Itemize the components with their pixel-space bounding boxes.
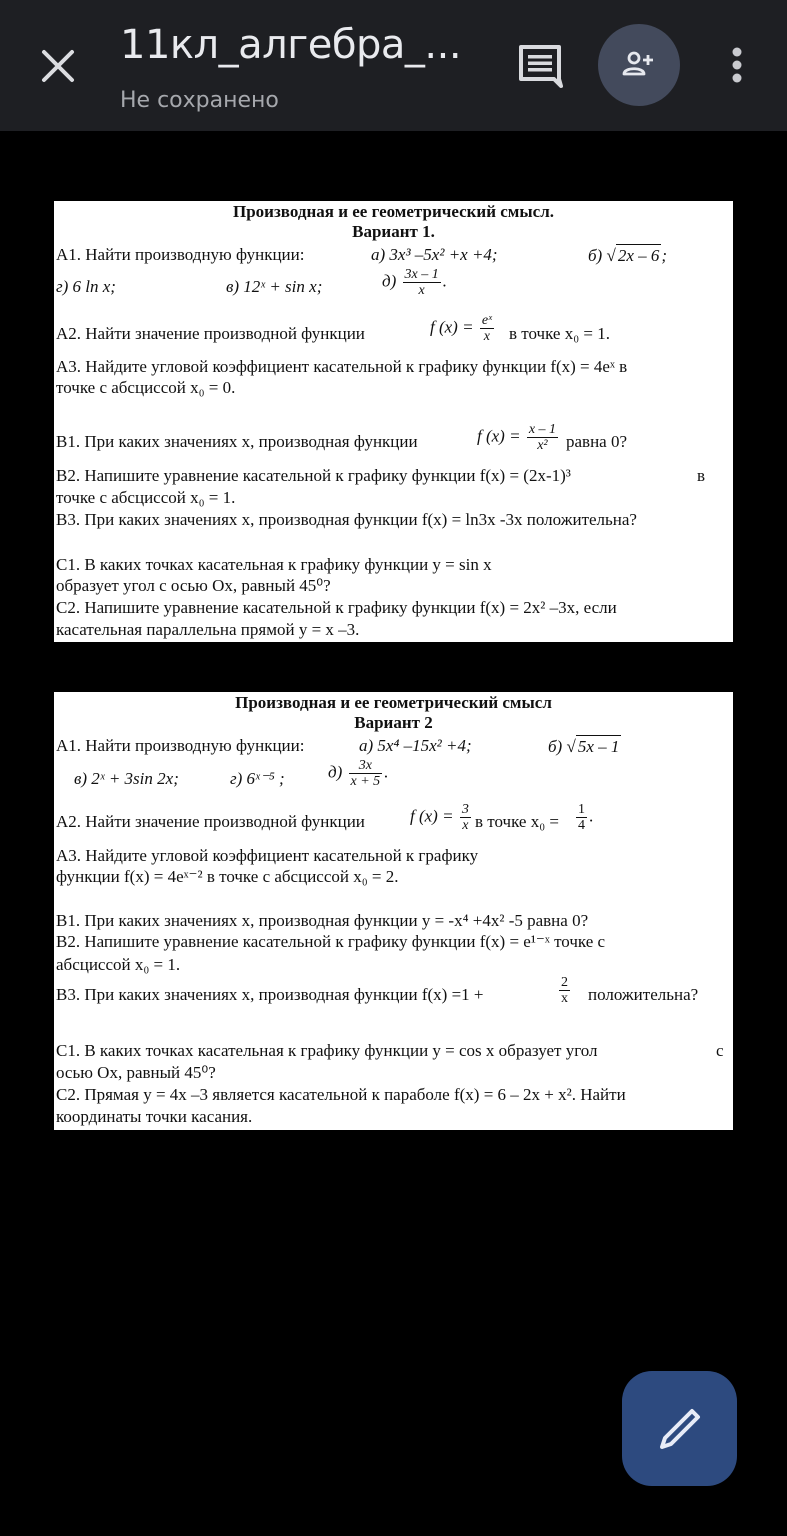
variant-heading: Вариант 1. [352,222,435,241]
save-status: Не сохранено [120,88,279,113]
task-c1-line1: С1. В каких точках касательная к графику функции y = cos x образует угол [56,1041,598,1060]
close-button[interactable] [36,44,80,88]
task-b3-fraction [557,975,572,1006]
task-a3-line1: А3. Найдите угловой коэффициент касательной к графику функции f(x) = 4eˣ в [56,357,628,376]
task-a1-option-g: г) 6ˣ⁻⁵ ; [230,769,285,788]
sqrt-expression: 2x – 6 [617,246,660,265]
task-a1-option-v: в) 12ˣ + sin x; [226,277,323,296]
task-b1-label: В1. При каких значениях x, производная функции [56,432,418,451]
task-b2-line2: абсциссой x₀ = 1. [56,955,181,974]
task-b2-line1-tail: в [697,466,706,485]
task-a1-option-g: г) 6 ln x; [56,277,116,296]
fraction [527,422,558,453]
option-prefix: д) [328,762,343,782]
task-a2-point-value: $\frac{1}{4}$ . [578,802,594,833]
task-a3-line2: точке с абсциссой x₀ = 0. [56,378,236,397]
edit-button[interactable] [622,1371,737,1486]
task-a2-point: в точке x₀ = 1. [509,324,610,343]
task-c1-line2: образует угол с осью Ox, равный 45⁰? [56,576,331,595]
numerator: 3x – 1 [404,267,439,282]
task-a1-option-v: в) 2ˣ + 3sin 2x; [74,769,179,788]
numerator: 3x [349,758,383,774]
task-c1-line2: осью Ox, равный 45⁰? [56,1063,216,1082]
task-c2-line2: координаты точки касания. [56,1107,253,1126]
numerator: 2 [561,975,568,990]
document-page-1 [54,201,733,642]
fraction [559,975,570,1006]
task-a1-label: А1. Найти производную функции: [56,736,305,755]
sqrt-expression: 5x – 1 [577,737,620,756]
fraction [576,802,587,833]
task-b2-line2: точке с абсциссой x₀ = 1. [56,488,236,507]
close-icon [36,44,80,88]
task-b3-label: В3. При каких значениях x, производная функции f(x) =1 + [56,985,484,1004]
variant-heading: Вариант 2 [354,713,433,732]
denominator: 4 [578,818,585,833]
task-a1-option-a: а) 3x³ –5x² +x +4; [371,245,498,264]
fraction [460,802,471,833]
task-b3: В3. При каких значениях x, производная функции f(x) = ln3x -3x положительна? [56,510,637,529]
numerator: eˣ [481,313,492,328]
punct: ; [661,246,668,265]
task-a2-label: А2. Найти значение производной функции [56,812,365,831]
comments-button[interactable] [516,42,564,90]
app-bar [0,0,787,131]
task-b2-line1: В2. Напишите уравнение касательной к графику функции f(x) = e¹⁻ˣ точке с [56,932,606,951]
fraction [349,758,383,789]
task-c1-line1: С1. В каких точках касательная к графику функции y = sin x [56,555,492,574]
task-b2-line1: В2. Напишите уравнение касательной к графику функции f(x) = (2x-1)³ [56,466,571,485]
add-person-icon [619,45,659,85]
edit-pencil-icon [656,1405,704,1453]
task-a1-label: А1. Найти производную функции: [56,245,305,264]
task-a2-function [410,802,473,833]
task-a2-point: в точке x₀ = [475,812,559,831]
task-b1-function [477,422,560,453]
page-title: Производная и ее геометрический смысл [235,693,552,712]
function-name: f (x) = [410,806,454,826]
sqrt-sign: √ [606,246,616,265]
document-title[interactable]: 11кл_алгебра_... [120,22,462,68]
numerator: 3 [461,802,469,817]
task-a3-line2: функции f(x) = 4eˣ⁻² в точке с абсциссой x₀ = 2. [56,867,399,886]
comments-icon [516,42,564,90]
task-a1-option-a: а) 5x⁴ –15x² +4; [359,736,472,755]
denominator: x + 5 [350,774,381,789]
option-prefix: б) [548,737,563,756]
function-name: f (x) = [477,426,521,446]
task-a1-option-d: д) $\frac{3x}{x + 5}$ . [328,758,389,789]
task-b1-tail: равна 0? [566,432,628,451]
more-options-button[interactable] [722,44,752,88]
denominator: x [418,283,425,298]
task-c2-line1: С2. Напишите уравнение касательной к графику функции f(x) = 2x² –3x, если [56,598,617,617]
numerator: 1 [578,802,585,817]
task-b1: В1. При каких значениях x, производная функции y = -x⁴ +4x² -5 равна 0? [56,911,589,930]
task-a2-function [430,313,496,344]
task-a3-line1: А3. Найдите угловой коэффициент касательной к графику [56,846,479,865]
task-c1-line1-tail: с [716,1041,724,1060]
task-b3-tail: положительна? [588,985,699,1004]
denominator: x² [537,438,548,453]
option-prefix: б) [588,246,603,265]
task-a2-label: А2. Найти значение производной функции [56,324,365,343]
function-name: f (x) = [430,317,474,337]
document-page-2 [54,692,733,1130]
fraction [480,313,494,344]
task-c2-line1: С2. Прямая y = 4x –3 является касательной к параболе f(x) = 6 – 2x + x². Найти [56,1085,626,1104]
sqrt-sign: √ [566,737,576,756]
page-title: Производная и ее геометрический смысл. [232,202,554,221]
denominator: x [462,818,469,833]
task-a1-option-b [548,735,621,758]
denominator: x [483,329,490,344]
task-c2-line2: касательная параллельна прямой y = x –3. [56,620,360,639]
option-prefix: д) [382,271,397,291]
more-vert-icon [722,44,752,88]
denominator: x [561,991,568,1006]
numerator: x – 1 [528,422,557,437]
fraction [403,267,441,298]
task-a1-option-d: д) $\frac{3x - 1}{x}$ . [382,267,447,298]
add-collaborator-button[interactable] [598,24,680,106]
task-a1-option-b [588,244,667,267]
